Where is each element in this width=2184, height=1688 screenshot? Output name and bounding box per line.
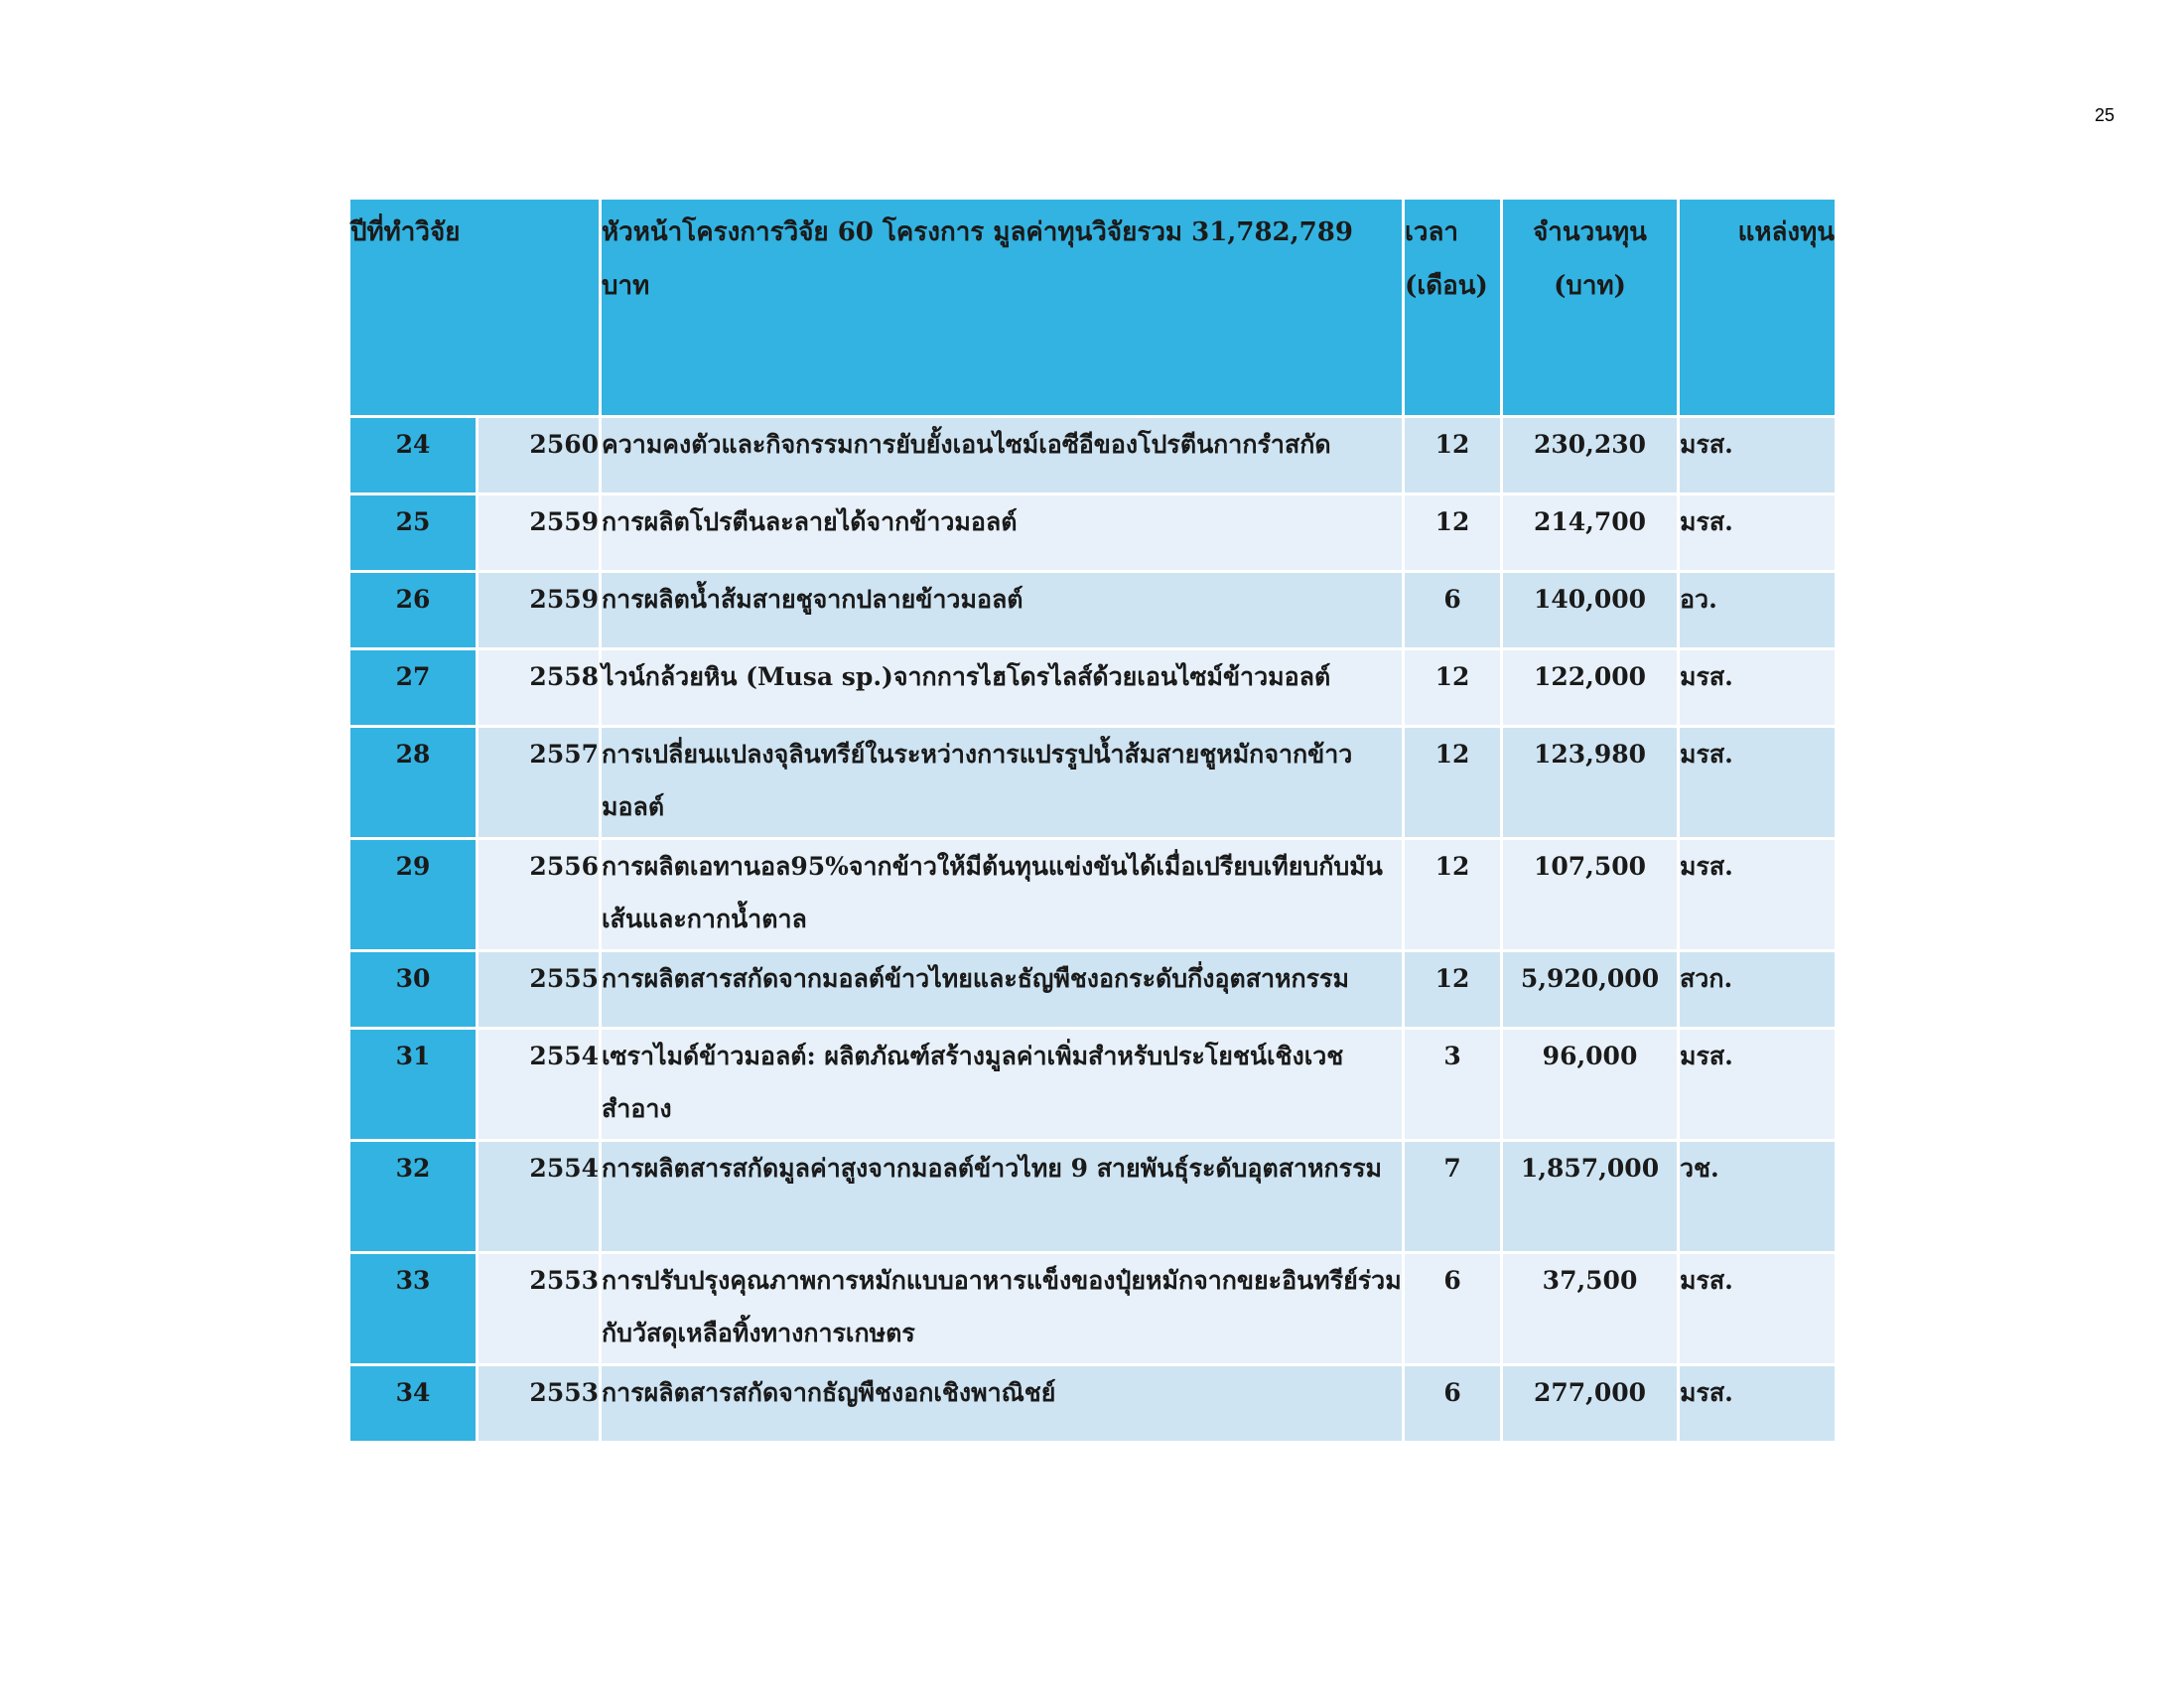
row-duration: 12 bbox=[1405, 840, 1503, 952]
row-year: 2553 bbox=[478, 1254, 602, 1366]
table-header-row bbox=[350, 200, 1835, 418]
header-duration: เวลา (เดือน) bbox=[1405, 200, 1503, 418]
row-year: 2557 bbox=[478, 728, 602, 840]
header-year: ปีที่ทำวิจัย bbox=[350, 200, 602, 418]
row-year: 2554 bbox=[478, 1030, 602, 1142]
row-title: การปรับปรุงคุณภาพการหมักแบบอาหารแข็งของปุ๋ยหมักจากขยะอินทรีย์ร่วมกับวัสดุเหลือทิ้งทางการเกษตร bbox=[602, 1254, 1405, 1366]
row-source: มรส. bbox=[1680, 418, 1835, 495]
row-number: 30 bbox=[350, 952, 478, 1030]
row-duration: 6 bbox=[1405, 1366, 1503, 1444]
row-duration: 12 bbox=[1405, 728, 1503, 840]
header-source: แหล่งทุน bbox=[1680, 200, 1835, 418]
row-duration: 12 bbox=[1405, 495, 1503, 573]
row-year: 2556 bbox=[478, 840, 602, 952]
table-row bbox=[350, 1142, 1835, 1254]
row-funding: 230,230 bbox=[1503, 418, 1680, 495]
row-funding: 96,000 bbox=[1503, 1030, 1680, 1142]
row-funding: 123,980 bbox=[1503, 728, 1680, 840]
row-year: 2560 bbox=[478, 418, 602, 495]
row-source: มรส. bbox=[1680, 650, 1835, 728]
row-number: 28 bbox=[350, 728, 478, 840]
row-duration: 12 bbox=[1405, 650, 1503, 728]
row-year: 2555 bbox=[478, 952, 602, 1030]
table-row bbox=[350, 650, 1835, 728]
row-number: 26 bbox=[350, 573, 478, 650]
row-source: วช. bbox=[1680, 1142, 1835, 1254]
row-duration: 6 bbox=[1405, 1254, 1503, 1366]
research-projects-table bbox=[350, 200, 1835, 1444]
table-row bbox=[350, 495, 1835, 573]
row-number: 24 bbox=[350, 418, 478, 495]
row-number: 29 bbox=[350, 840, 478, 952]
row-title: การผลิตสารสกัดจากธัญพืชงอกเชิงพาณิชย์ bbox=[602, 1366, 1405, 1444]
row-title: การผลิตโปรตีนละลายได้จากข้าวมอลต์ bbox=[602, 495, 1405, 573]
row-number: 25 bbox=[350, 495, 478, 573]
row-funding: 107,500 bbox=[1503, 840, 1680, 952]
row-duration: 3 bbox=[1405, 1030, 1503, 1142]
row-source: มรส. bbox=[1680, 1254, 1835, 1366]
row-source: มรส. bbox=[1680, 495, 1835, 573]
row-source: สวก. bbox=[1680, 952, 1835, 1030]
page-number: 25 bbox=[2094, 105, 2115, 125]
row-duration: 7 bbox=[1405, 1142, 1503, 1254]
table-row bbox=[350, 952, 1835, 1030]
row-year: 2553 bbox=[478, 1366, 602, 1444]
row-title: การผลิตน้ำส้มสายชูจากปลายข้าวมอลต์ bbox=[602, 573, 1405, 650]
row-title: ความคงตัวและกิจกรรมการยับยั้งเอนไซม์เอซีอีของโปรตีนกากรำสกัด bbox=[602, 418, 1405, 495]
row-funding: 214,700 bbox=[1503, 495, 1680, 573]
row-year: 2554 bbox=[478, 1142, 602, 1254]
row-title: การผลิตเอทานอล95%จากข้าวให้มีต้นทุนแข่งขันได้เมื่อเปรียบเทียบกับมันเส้นและกากน้ำตาล bbox=[602, 840, 1405, 952]
row-number: 27 bbox=[350, 650, 478, 728]
header-project-title: หัวหน้าโครงการวิจัย 60 โครงการ มูลค่าทุนวิจัยรวม 31,782,789 บาท bbox=[602, 200, 1405, 418]
row-funding: 122,000 bbox=[1503, 650, 1680, 728]
row-duration: 12 bbox=[1405, 952, 1503, 1030]
row-year: 2559 bbox=[478, 573, 602, 650]
row-year: 2559 bbox=[478, 495, 602, 573]
table-row bbox=[350, 1366, 1835, 1444]
row-number: 32 bbox=[350, 1142, 478, 1254]
row-duration: 6 bbox=[1405, 573, 1503, 650]
row-number: 31 bbox=[350, 1030, 478, 1142]
row-funding: 5,920,000 bbox=[1503, 952, 1680, 1030]
row-title: การผลิตสารสกัดจากมอลต์ข้าวไทยและธัญพืชงอกระดับกึ่งอุตสาหกรรม bbox=[602, 952, 1405, 1030]
row-title: ไวน์กล้วยหิน (Musa sp.)จากการไฮโดรไลส์ด้วยเอนไซม์ข้าวมอลต์ bbox=[602, 650, 1405, 728]
table-row bbox=[350, 418, 1835, 495]
row-funding: 277,000 bbox=[1503, 1366, 1680, 1444]
row-funding: 140,000 bbox=[1503, 573, 1680, 650]
row-funding: 37,500 bbox=[1503, 1254, 1680, 1366]
row-year: 2558 bbox=[478, 650, 602, 728]
row-source: มรส. bbox=[1680, 1366, 1835, 1444]
table-row bbox=[350, 728, 1835, 840]
row-funding: 1,857,000 bbox=[1503, 1142, 1680, 1254]
row-title: การเปลี่ยนแปลงจุลินทรีย์ในระหว่างการแปรรูปน้ำส้มสายชูหมักจากข้าวมอลต์ bbox=[602, 728, 1405, 840]
row-duration: 12 bbox=[1405, 418, 1503, 495]
row-source: มรส. bbox=[1680, 728, 1835, 840]
row-title: เซราไมด์ข้าวมอลต์: ผลิตภัณฑ์สร้างมูลค่าเพิ่มสำหรับประโยชน์เชิงเวชสำอาง bbox=[602, 1030, 1405, 1142]
row-source: มรส. bbox=[1680, 1030, 1835, 1142]
table-row bbox=[350, 573, 1835, 650]
row-source: อว. bbox=[1680, 573, 1835, 650]
header-funding: จำนวนทุน (บาท) bbox=[1503, 200, 1680, 418]
table-row bbox=[350, 1030, 1835, 1142]
row-source: มรส. bbox=[1680, 840, 1835, 952]
row-title: การผลิตสารสกัดมูลค่าสูงจากมอลต์ข้าวไทย 9 สายพันธุ์ระดับอุตสาหกรรม bbox=[602, 1142, 1405, 1254]
table-row bbox=[350, 840, 1835, 952]
table-row bbox=[350, 1254, 1835, 1366]
row-number: 33 bbox=[350, 1254, 478, 1366]
row-number: 34 bbox=[350, 1366, 478, 1444]
